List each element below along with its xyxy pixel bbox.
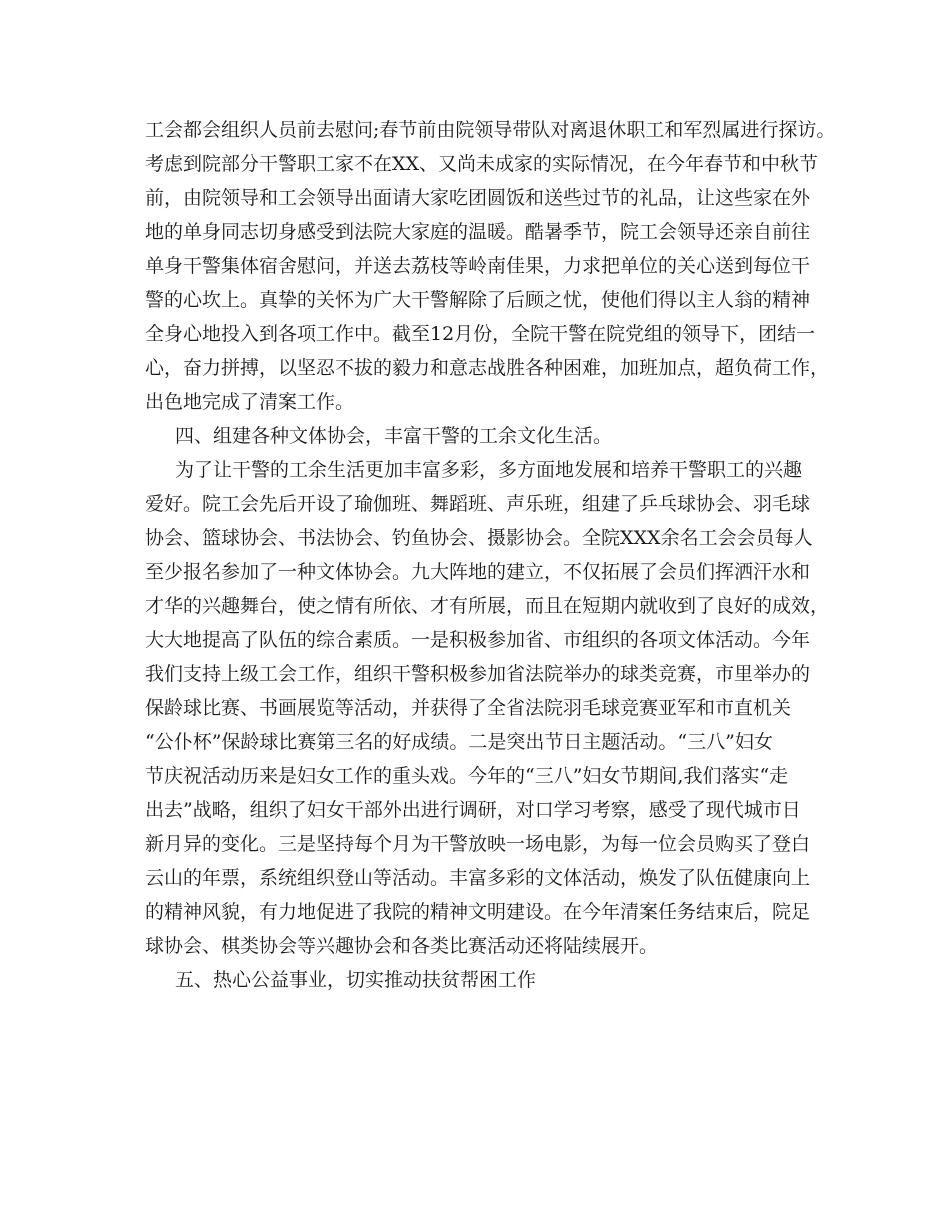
section-heading: 四、组建各种文体协会，丰富干警的工余文化生活。 [175,425,613,447]
text-line: 云山的年票，系统组织登山等活动。丰富多彩的文体活动，焕发了队伍健康向上 [145,867,811,889]
text-line: 前，由院领导和工会领导出面请大家吃团圆饭和送些过节的礼品，让这些家在外 [145,187,811,209]
text-line: 全身心地投入到各项工作中。截至12月份，全院干警在院党组的领导下，团结一 [145,323,816,345]
text-line: 为了让干警的工余生活更加丰富多彩，多方面地发展和培养干警职工的兴趣 [175,459,803,481]
text-line: 爱好。院工会先后开设了瑜伽班、舞蹈班、声乐班，组建了乒乓球协会、羽毛球 [145,493,811,515]
text-line: 出去”战略，组织了妇女干部外出进行调研，对口学习考察，感受了现代城市日 [145,799,801,821]
text-line: 工会都会组织人员前去慰问;春节前由院领导带队对离退休职工和军烈属进行探访。 [145,119,836,141]
text-line: 协会、篮球协会、书法协会、钓鱼协会、摄影协会。全院XXX余名工会会员每人 [145,527,813,549]
text-line: 警的心坎上。真挚的关怀为广大干警解除了后顾之忧，使他们得以主人翁的精神 [145,289,811,311]
text-line: 出色地完成了清案工作。 [145,391,355,413]
section-heading: 五、热心公益事业，切实推动扶贫帮困工作 [175,969,537,991]
text-line: 大大地提高了队伍的综合素质。一是积极参加省、市组织的各项文体活动。今年 [145,629,811,651]
text-line: 保龄球比赛、书画展览等活动，并获得了全省法院羽毛球竞赛亚军和市直机关 [145,697,792,719]
text-line: 地的单身同志切身感受到法院大家庭的温暖。酷暑季节，院工会领导还亲自前往 [145,221,811,243]
text-line: 的精神风貌，有力地促进了我院的精神文明建设。在今年清案任务结束后，院足 [145,901,811,923]
text-line: 新月异的变化。三是坚持每个月为干警放映一场电影，为每一位会员购买了登白 [145,833,811,855]
text-line: 我们支持上级工会工作，组织干警积极参加省法院举办的球类竞赛，市里举办的 [145,663,811,685]
text-line: 心，奋力拼搏，以坚忍不拔的毅力和意志战胜各种困难，加班加点，超负荷工作， [145,357,830,379]
text-line: “公仆杯”保龄球比赛第三名的好成绩。二是突出节日主题活动。“三八”妇女 [145,731,773,753]
text-line: 节庆祝活动历来是妇女工作的重头戏。今年的“三八”妇女节期间,我们落实“走 [145,765,789,787]
text-line: 球协会、棋类协会等兴趣协会和各类比赛活动还将陆续展开。 [145,935,659,957]
text-line: 才华的兴趣舞台，使之情有所依、才有所展，而且在短期内就收到了良好的成效， [145,595,830,617]
text-line: 至少报名参加了一种文体协会。九大阵地的建立，不仅拓展了会员们挥洒汗水和 [145,561,811,583]
text-line: 考虑到院部分干警职工家不在XX、又尚未成家的实际情况，在今年春节和中秋节 [145,153,819,175]
text-line: 单身干警集体宿舍慰问，并送去荔枝等岭南佳果，力求把单位的关心送到每位干 [145,255,811,277]
